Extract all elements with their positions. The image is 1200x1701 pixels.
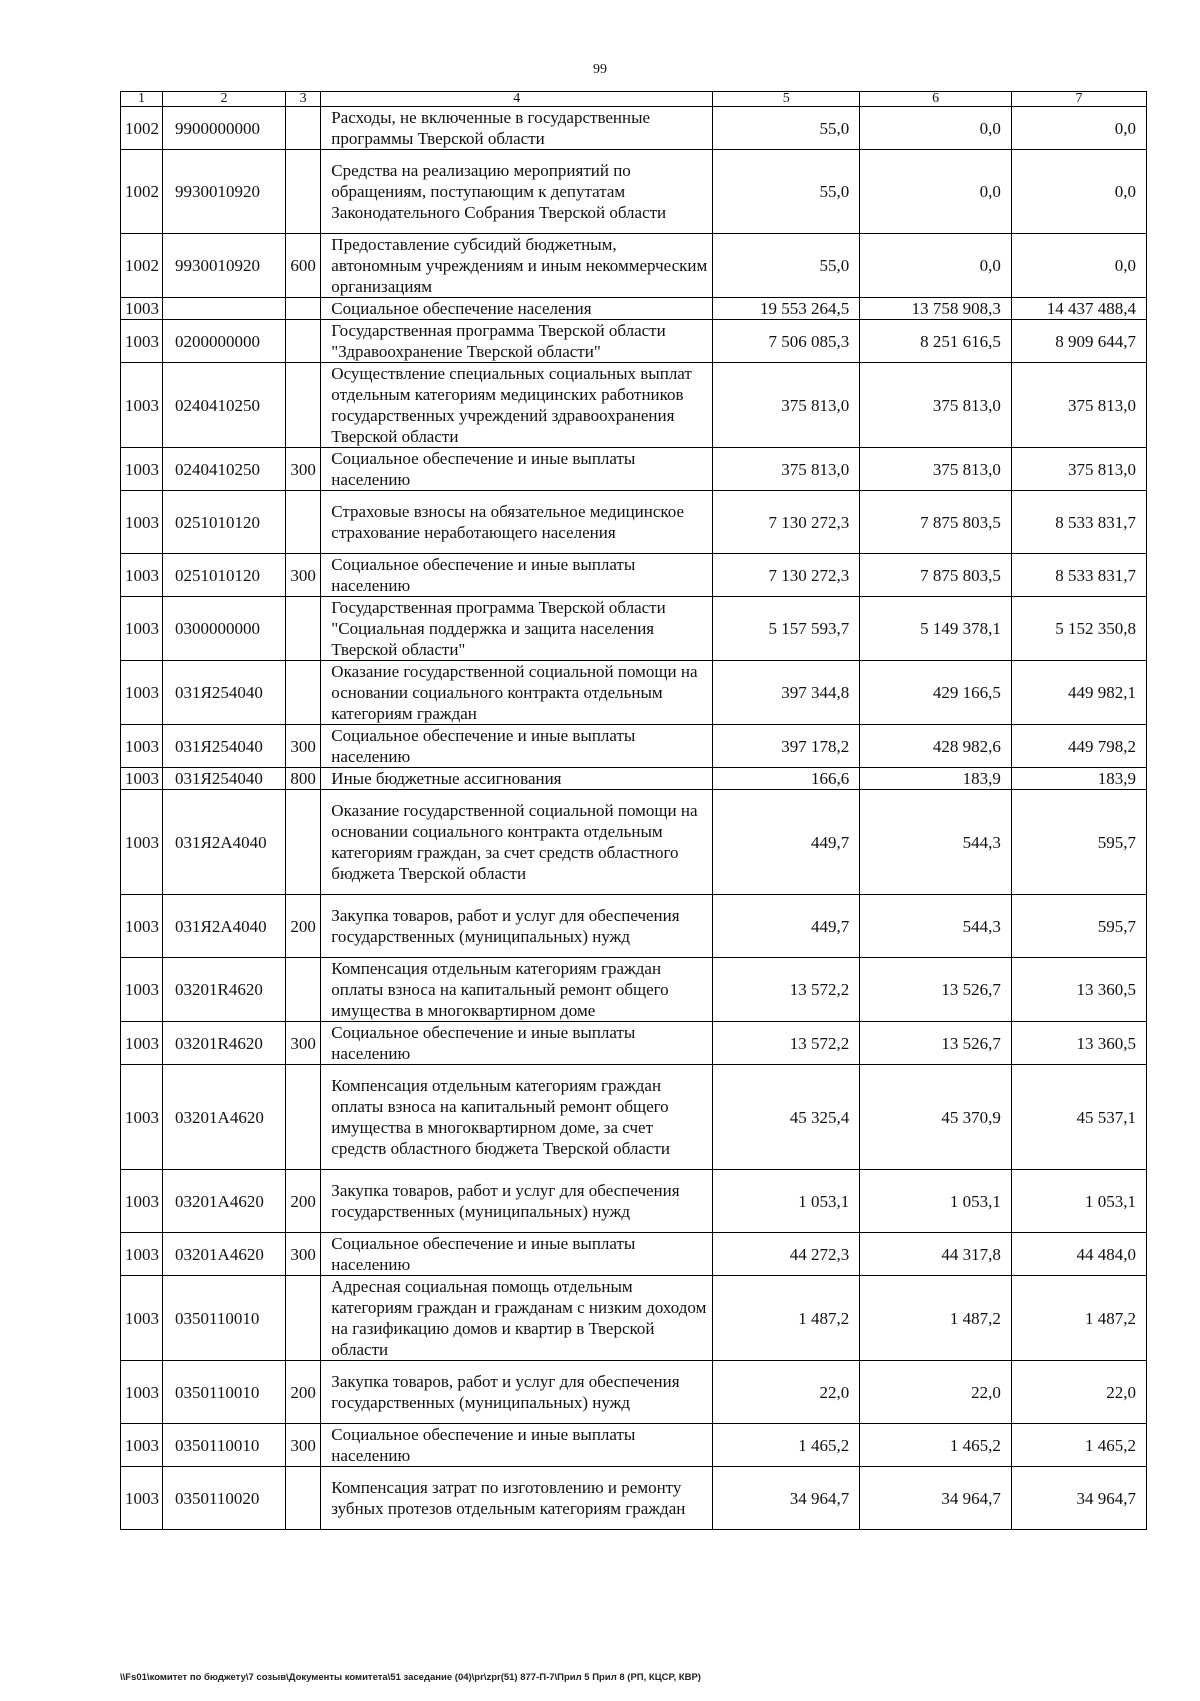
cell-expense-type xyxy=(285,363,320,448)
cell-amount-col5: 166,6 xyxy=(713,768,860,790)
cell-target-article: 03201А4620 xyxy=(163,1233,286,1276)
cell-section-code: 1003 xyxy=(121,1065,163,1170)
cell-expense-type: 200 xyxy=(285,1170,320,1233)
cell-amount-col5: 449,7 xyxy=(713,895,860,958)
cell-amount-col6: 375 813,0 xyxy=(860,448,1012,491)
cell-section-code: 1003 xyxy=(121,1276,163,1361)
cell-amount-col7: 375 813,0 xyxy=(1011,363,1146,448)
cell-amount-col5: 34 964,7 xyxy=(713,1467,860,1530)
table-row xyxy=(121,1065,1147,1170)
cell-description: Социальное обеспечение и иные выплаты населению xyxy=(321,1022,713,1065)
cell-target-article: 031Я254040 xyxy=(163,768,286,790)
cell-amount-col5: 44 272,3 xyxy=(713,1233,860,1276)
header-col-7: 7 xyxy=(1011,92,1146,107)
cell-amount-col6: 0,0 xyxy=(860,234,1012,298)
cell-section-code: 1003 xyxy=(121,1361,163,1424)
cell-expense-type xyxy=(285,320,320,363)
table-row xyxy=(121,363,1147,448)
cell-description: Компенсация затрат по изготовлению и ремонту зубных протезов отдельным категориям граждан xyxy=(321,1467,713,1530)
cell-amount-col6: 13 526,7 xyxy=(860,1022,1012,1065)
table-row xyxy=(121,790,1147,895)
cell-expense-type: 200 xyxy=(285,1361,320,1424)
cell-description: Социальное обеспечение населения xyxy=(321,298,713,320)
table-row xyxy=(121,298,1147,320)
cell-description: Оказание государственной социальной помощи на основании социального контракта отдельным категориям граждан xyxy=(321,661,713,725)
cell-amount-col7: 5 152 350,8 xyxy=(1011,597,1146,661)
cell-amount-col5: 55,0 xyxy=(713,234,860,298)
cell-amount-col6: 7 875 803,5 xyxy=(860,491,1012,554)
cell-amount-col7: 22,0 xyxy=(1011,1361,1146,1424)
cell-section-code: 1003 xyxy=(121,895,163,958)
cell-section-code: 1002 xyxy=(121,234,163,298)
cell-amount-col5: 19 553 264,5 xyxy=(713,298,860,320)
table-row xyxy=(121,597,1147,661)
cell-amount-col7: 595,7 xyxy=(1011,790,1146,895)
cell-expense-type xyxy=(285,1065,320,1170)
cell-amount-col7: 8 909 644,7 xyxy=(1011,320,1146,363)
cell-description: Страховые взносы на обязательное медицинское страхование неработающего населения xyxy=(321,491,713,554)
table-row xyxy=(121,1276,1147,1361)
table-row xyxy=(121,491,1147,554)
cell-section-code: 1003 xyxy=(121,790,163,895)
cell-amount-col7: 13 360,5 xyxy=(1011,958,1146,1022)
cell-description: Расходы, не включенные в государственные программы Тверской области xyxy=(321,107,713,150)
cell-amount-col6: 13 758 908,3 xyxy=(860,298,1012,320)
table-row xyxy=(121,448,1147,491)
cell-amount-col6: 8 251 616,5 xyxy=(860,320,1012,363)
cell-section-code: 1003 xyxy=(121,320,163,363)
cell-description: Адресная социальная помощь отдельным категориям граждан и гражданам с низким доходом на газификацию домов и квартир в Тверской области xyxy=(321,1276,713,1361)
cell-amount-col5: 1 053,1 xyxy=(713,1170,860,1233)
cell-amount-col7: 8 533 831,7 xyxy=(1011,554,1146,597)
cell-amount-col6: 375 813,0 xyxy=(860,363,1012,448)
header-col-6: 6 xyxy=(860,92,1012,107)
cell-amount-col5: 5 157 593,7 xyxy=(713,597,860,661)
cell-expense-type: 800 xyxy=(285,768,320,790)
table-row xyxy=(121,725,1147,768)
cell-amount-col7: 1 465,2 xyxy=(1011,1424,1146,1467)
cell-amount-col7: 0,0 xyxy=(1011,234,1146,298)
cell-amount-col7: 449 982,1 xyxy=(1011,661,1146,725)
cell-amount-col7: 8 533 831,7 xyxy=(1011,491,1146,554)
cell-expense-type: 300 xyxy=(285,554,320,597)
header-col-3: 3 xyxy=(285,92,320,107)
cell-expense-type: 300 xyxy=(285,448,320,491)
budget-table xyxy=(120,91,1147,1530)
table-row xyxy=(121,958,1147,1022)
cell-expense-type xyxy=(285,661,320,725)
cell-amount-col7: 0,0 xyxy=(1011,150,1146,234)
cell-amount-col7: 44 484,0 xyxy=(1011,1233,1146,1276)
table-row xyxy=(121,661,1147,725)
table-row xyxy=(121,234,1147,298)
cell-section-code: 1002 xyxy=(121,107,163,150)
header-col-5: 5 xyxy=(713,92,860,107)
cell-amount-col6: 22,0 xyxy=(860,1361,1012,1424)
cell-description: Предоставление субсидий бюджетным, автономным учреждениям и иным некоммерческим организациям xyxy=(321,234,713,298)
cell-expense-type: 300 xyxy=(285,725,320,768)
cell-amount-col5: 375 813,0 xyxy=(713,448,860,491)
cell-amount-col6: 1 465,2 xyxy=(860,1424,1012,1467)
cell-description: Компенсация отдельным категориям граждан оплаты взноса на капитальный ремонт общего имущества в многоквартирном доме, за счет средств областного бюджета Тверской области xyxy=(321,1065,713,1170)
cell-description: Иные бюджетные ассигнования xyxy=(321,768,713,790)
cell-amount-col7: 183,9 xyxy=(1011,768,1146,790)
cell-amount-col7: 595,7 xyxy=(1011,895,1146,958)
cell-amount-col6: 544,3 xyxy=(860,895,1012,958)
cell-description: Государственная программа Тверской области "Социальная поддержка и защита населения Тверской области" xyxy=(321,597,713,661)
cell-section-code: 1003 xyxy=(121,1467,163,1530)
cell-description: Осуществление специальных социальных выплат отдельным категориям медицинских работников государственных учреждений здравоохранения Тверской области xyxy=(321,363,713,448)
cell-target-article: 0251010120 xyxy=(163,491,286,554)
cell-amount-col6: 44 317,8 xyxy=(860,1233,1012,1276)
cell-amount-col6: 13 526,7 xyxy=(860,958,1012,1022)
cell-expense-type: 300 xyxy=(285,1424,320,1467)
cell-expense-type xyxy=(285,298,320,320)
cell-amount-col7: 0,0 xyxy=(1011,107,1146,150)
footer-file-path: \\Fs01\комитет по бюджету\7 созыв\Документы комитета\51 заседание (04)\pr\zpr(51) 877-П-7\Прил 5 Прил 8 (РП, КЦСР, КВР) xyxy=(120,1672,701,1683)
header-col-1: 1 xyxy=(121,92,163,107)
cell-target-article: 9930010920 xyxy=(163,234,286,298)
cell-section-code: 1003 xyxy=(121,1170,163,1233)
table-row xyxy=(121,1170,1147,1233)
table-row xyxy=(121,107,1147,150)
cell-target-article: 0350110010 xyxy=(163,1276,286,1361)
cell-amount-col5: 22,0 xyxy=(713,1361,860,1424)
cell-amount-col5: 7 506 085,3 xyxy=(713,320,860,363)
cell-amount-col6: 1 053,1 xyxy=(860,1170,1012,1233)
cell-section-code: 1003 xyxy=(121,363,163,448)
cell-amount-col6: 0,0 xyxy=(860,150,1012,234)
table-row xyxy=(121,1233,1147,1276)
cell-expense-type xyxy=(285,597,320,661)
cell-target-article: 031Я2А4040 xyxy=(163,790,286,895)
cell-description: Социальное обеспечение и иные выплаты населению xyxy=(321,1424,713,1467)
cell-amount-col5: 55,0 xyxy=(713,107,860,150)
table-row xyxy=(121,895,1147,958)
cell-target-article: 9900000000 xyxy=(163,107,286,150)
cell-target-article: 03201А4620 xyxy=(163,1065,286,1170)
cell-amount-col5: 1 487,2 xyxy=(713,1276,860,1361)
cell-amount-col7: 449 798,2 xyxy=(1011,725,1146,768)
cell-target-article: 0251010120 xyxy=(163,554,286,597)
cell-expense-type xyxy=(285,150,320,234)
cell-target-article: 0240410250 xyxy=(163,363,286,448)
cell-expense-type xyxy=(285,790,320,895)
cell-section-code: 1003 xyxy=(121,958,163,1022)
cell-amount-col7: 13 360,5 xyxy=(1011,1022,1146,1065)
cell-target-article: 03201R4620 xyxy=(163,1022,286,1065)
table-row xyxy=(121,768,1147,790)
cell-expense-type: 200 xyxy=(285,895,320,958)
table-row xyxy=(121,1022,1147,1065)
cell-amount-col6: 7 875 803,5 xyxy=(860,554,1012,597)
cell-expense-type xyxy=(285,958,320,1022)
cell-amount-col6: 1 487,2 xyxy=(860,1276,1012,1361)
cell-amount-col6: 34 964,7 xyxy=(860,1467,1012,1530)
cell-amount-col7: 375 813,0 xyxy=(1011,448,1146,491)
cell-amount-col6: 183,9 xyxy=(860,768,1012,790)
header-row xyxy=(121,92,1147,107)
cell-description: Государственная программа Тверской области "Здравоохранение Тверской области" xyxy=(321,320,713,363)
cell-expense-type xyxy=(285,1276,320,1361)
cell-amount-col5: 449,7 xyxy=(713,790,860,895)
cell-section-code: 1003 xyxy=(121,298,163,320)
cell-target-article: 0200000000 xyxy=(163,320,286,363)
table-row xyxy=(121,320,1147,363)
cell-section-code: 1003 xyxy=(121,725,163,768)
table-row xyxy=(121,1467,1147,1530)
cell-section-code: 1003 xyxy=(121,768,163,790)
cell-description: Закупка товаров, работ и услуг для обеспечения государственных (муниципальных) нужд xyxy=(321,895,713,958)
cell-description: Средства на реализацию мероприятий по обращениям, поступающим к депутатам Законодательного Собрания Тверской области xyxy=(321,150,713,234)
cell-expense-type xyxy=(285,1467,320,1530)
cell-target-article: 0350110010 xyxy=(163,1361,286,1424)
cell-amount-col5: 13 572,2 xyxy=(713,1022,860,1065)
cell-section-code: 1003 xyxy=(121,554,163,597)
cell-target-article: 03201А4620 xyxy=(163,1170,286,1233)
table-row xyxy=(121,150,1147,234)
cell-amount-col5: 397 178,2 xyxy=(713,725,860,768)
cell-description: Социальное обеспечение и иные выплаты населению xyxy=(321,1233,713,1276)
cell-target-article: 031Я254040 xyxy=(163,725,286,768)
cell-target-article: 0300000000 xyxy=(163,597,286,661)
cell-target-article: 031Я254040 xyxy=(163,661,286,725)
cell-target-article: 9930010920 xyxy=(163,150,286,234)
cell-description: Социальное обеспечение и иные выплаты населению xyxy=(321,554,713,597)
cell-amount-col5: 55,0 xyxy=(713,150,860,234)
cell-description: Закупка товаров, работ и услуг для обеспечения государственных (муниципальных) нужд xyxy=(321,1170,713,1233)
cell-target-article: 03201R4620 xyxy=(163,958,286,1022)
cell-amount-col6: 0,0 xyxy=(860,107,1012,150)
cell-section-code: 1003 xyxy=(121,661,163,725)
cell-target-article: 0350110020 xyxy=(163,1467,286,1530)
cell-amount-col7: 45 537,1 xyxy=(1011,1065,1146,1170)
cell-target-article xyxy=(163,298,286,320)
cell-description: Закупка товаров, работ и услуг для обеспечения государственных (муниципальных) нужд xyxy=(321,1361,713,1424)
cell-amount-col6: 429 166,5 xyxy=(860,661,1012,725)
header-col-4: 4 xyxy=(321,92,713,107)
cell-section-code: 1003 xyxy=(121,1022,163,1065)
cell-section-code: 1003 xyxy=(121,1233,163,1276)
cell-amount-col5: 13 572,2 xyxy=(713,958,860,1022)
table-row xyxy=(121,1424,1147,1467)
cell-amount-col6: 45 370,9 xyxy=(860,1065,1012,1170)
cell-amount-col5: 397 344,8 xyxy=(713,661,860,725)
cell-amount-col5: 7 130 272,3 xyxy=(713,491,860,554)
cell-amount-col5: 45 325,4 xyxy=(713,1065,860,1170)
cell-section-code: 1002 xyxy=(121,150,163,234)
cell-section-code: 1003 xyxy=(121,491,163,554)
cell-amount-col5: 375 813,0 xyxy=(713,363,860,448)
cell-expense-type: 300 xyxy=(285,1022,320,1065)
cell-target-article: 0350110010 xyxy=(163,1424,286,1467)
cell-target-article: 031Я2А4040 xyxy=(163,895,286,958)
cell-amount-col5: 7 130 272,3 xyxy=(713,554,860,597)
cell-amount-col5: 1 465,2 xyxy=(713,1424,860,1467)
cell-description: Оказание государственной социальной помощи на основании социального контракта отдельным категориям граждан, за счет средств областного бюджета Тверской области xyxy=(321,790,713,895)
cell-expense-type xyxy=(285,107,320,150)
cell-amount-col7: 34 964,7 xyxy=(1011,1467,1146,1530)
cell-description: Социальное обеспечение и иные выплаты населению xyxy=(321,725,713,768)
cell-amount-col7: 1 053,1 xyxy=(1011,1170,1146,1233)
cell-expense-type: 600 xyxy=(285,234,320,298)
table-row xyxy=(121,1361,1147,1424)
cell-amount-col6: 544,3 xyxy=(860,790,1012,895)
cell-amount-col7: 1 487,2 xyxy=(1011,1276,1146,1361)
header-col-2: 2 xyxy=(163,92,286,107)
cell-expense-type xyxy=(285,491,320,554)
cell-amount-col6: 5 149 378,1 xyxy=(860,597,1012,661)
table-row xyxy=(121,554,1147,597)
cell-description: Компенсация отдельным категориям граждан оплаты взноса на капитальный ремонт общего имущества в многоквартирном доме xyxy=(321,958,713,1022)
cell-description: Социальное обеспечение и иные выплаты населению xyxy=(321,448,713,491)
cell-amount-col6: 428 982,6 xyxy=(860,725,1012,768)
cell-section-code: 1003 xyxy=(121,448,163,491)
cell-section-code: 1003 xyxy=(121,1424,163,1467)
cell-section-code: 1003 xyxy=(121,597,163,661)
page-number: 99 xyxy=(593,62,607,77)
cell-expense-type: 300 xyxy=(285,1233,320,1276)
cell-amount-col7: 14 437 488,4 xyxy=(1011,298,1146,320)
cell-target-article: 0240410250 xyxy=(163,448,286,491)
